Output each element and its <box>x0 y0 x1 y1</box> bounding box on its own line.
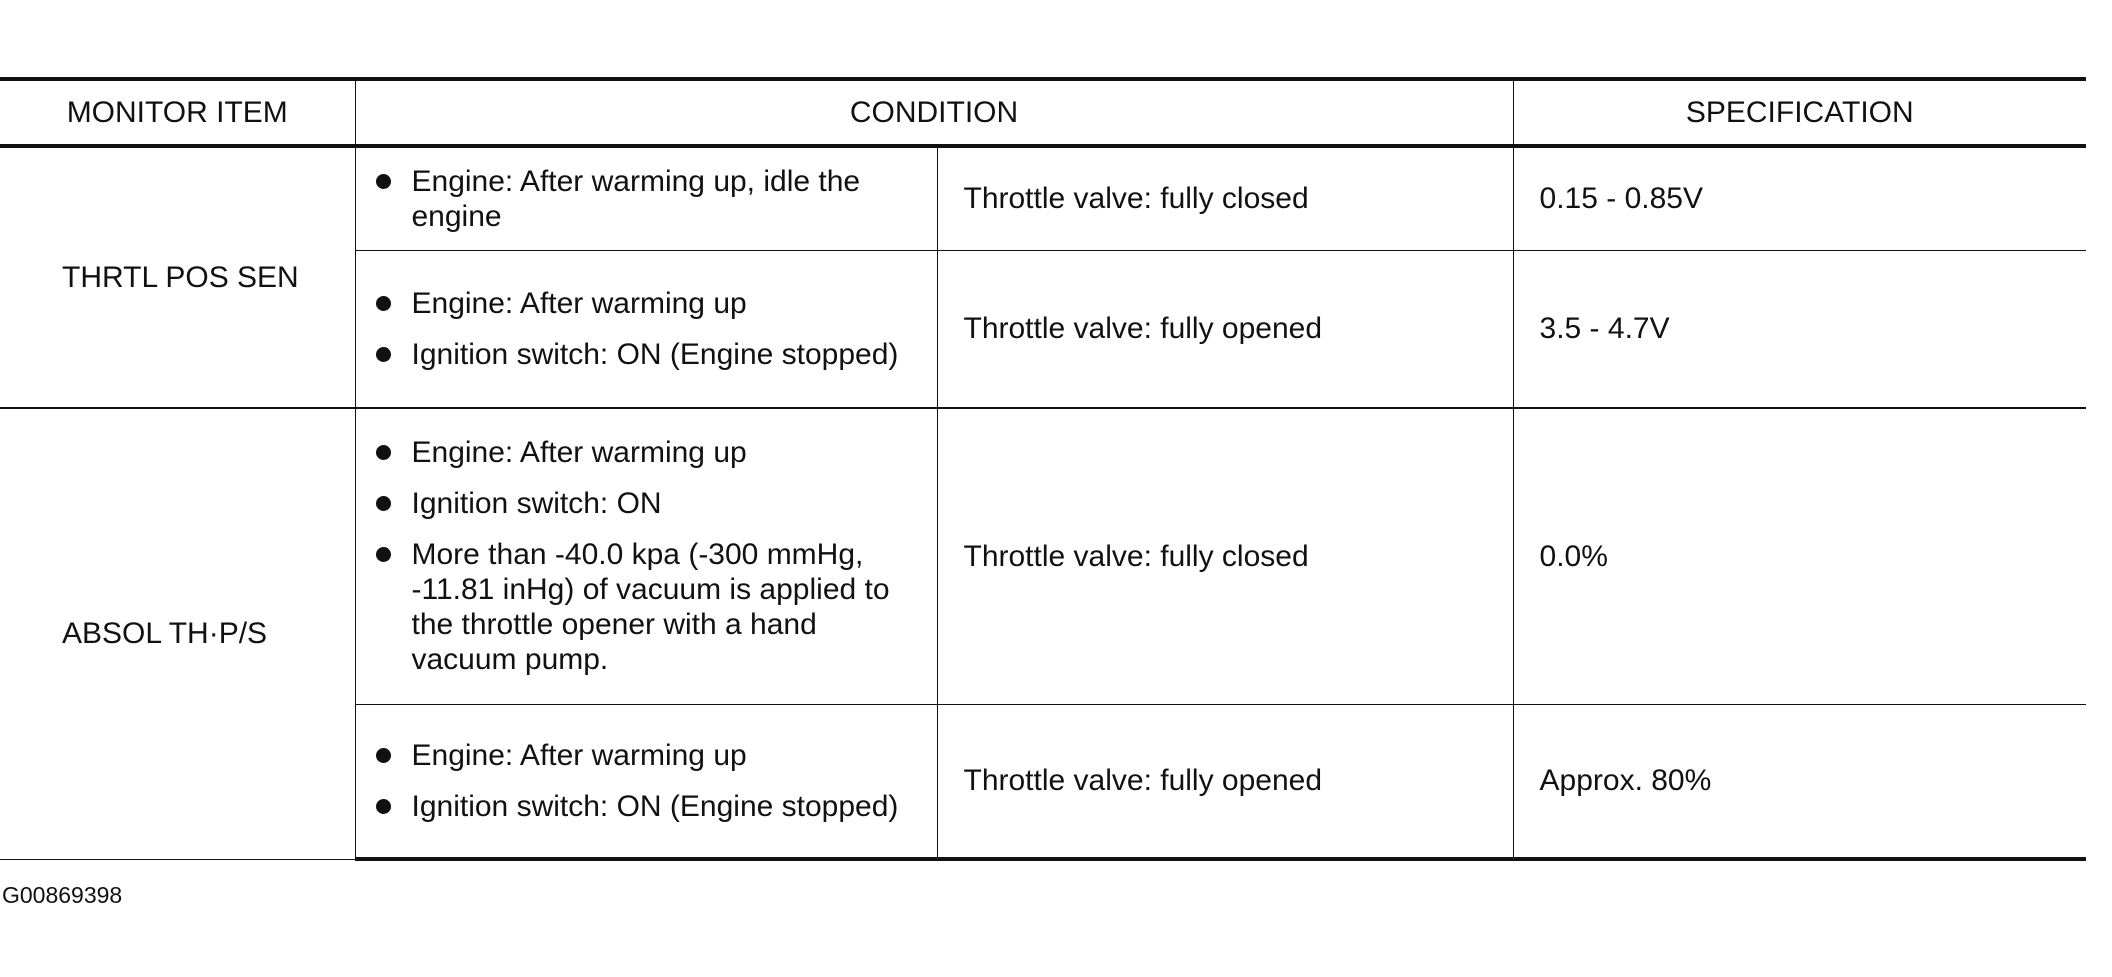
table-header-row <box>0 79 2086 146</box>
throttle-state-cell: Throttle valve: fully closed <box>937 146 1513 250</box>
condition-list <box>376 738 929 824</box>
specification-table <box>0 77 2086 861</box>
list-item <box>376 337 929 372</box>
bullet-icon <box>376 496 391 511</box>
throttle-state-cell: Throttle valve: fully opened <box>937 250 1513 408</box>
condition-list-cell <box>355 250 937 408</box>
bullet-icon <box>376 296 391 311</box>
condition-list-cell <box>355 146 937 250</box>
throttle-state-cell: Throttle valve: fully opened <box>937 704 1513 859</box>
list-item <box>376 486 929 521</box>
condition-text: Engine: After warming up <box>411 286 747 320</box>
bullet-icon <box>376 445 391 460</box>
condition-list <box>376 286 929 372</box>
header-monitor-item: MONITOR ITEM <box>0 79 355 146</box>
condition-text: Ignition switch: ON (Engine stopped) <box>411 789 899 823</box>
condition-list <box>376 435 929 677</box>
specification-cell: 0.0% <box>1513 408 2086 704</box>
bullet-icon <box>376 174 391 189</box>
monitor-item-cell: THRTL POS SEN <box>0 146 355 408</box>
condition-text: Engine: After warming up, idle the engine <box>411 164 861 233</box>
list-item <box>376 789 929 824</box>
header-specification: SPECIFICATION <box>1513 79 2086 146</box>
condition-text: Ignition switch: ON (Engine stopped) <box>411 337 899 371</box>
condition-text: More than -40.0 kpa (-300 mmHg, -11.81 inHg) of vacuum is applied to the throttle opener with a hand vacuum pump. <box>411 538 890 677</box>
bullet-icon <box>376 748 391 763</box>
header-condition: CONDITION <box>355 79 1513 146</box>
condition-list-cell <box>355 408 937 704</box>
specification-cell: Approx. 80% <box>1513 704 2086 859</box>
bullet-icon <box>376 799 391 814</box>
condition-list <box>376 164 929 234</box>
list-item <box>376 164 929 234</box>
condition-list-cell <box>355 704 937 859</box>
condition-text: Ignition switch: ON <box>411 487 662 521</box>
bullet-icon <box>376 547 391 562</box>
condition-text: Engine: After warming up <box>411 738 747 772</box>
throttle-state-cell: Throttle valve: fully closed <box>937 408 1513 704</box>
list-item <box>376 537 929 677</box>
bullet-icon <box>376 347 391 362</box>
table-row <box>0 146 2086 250</box>
specification-cell: 0.15 - 0.85V <box>1513 146 2086 250</box>
list-item <box>376 286 929 321</box>
figure-code: G00869398 <box>2 882 123 908</box>
monitor-item-cell: ABSOL TH·P/S <box>0 408 355 859</box>
list-item <box>376 738 929 773</box>
specification-cell: 3.5 - 4.7V <box>1513 250 2086 408</box>
list-item <box>376 435 929 470</box>
condition-text: Engine: After warming up <box>411 436 747 470</box>
table-row <box>0 408 2086 704</box>
